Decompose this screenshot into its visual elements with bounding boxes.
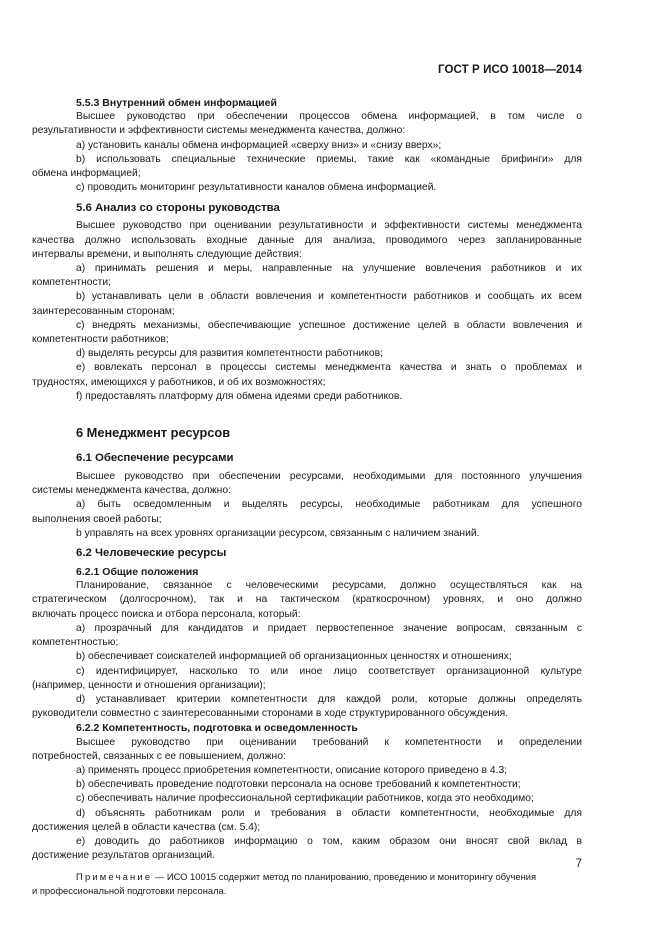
text-line: Высшее руководство при обеспечении процессов обмена информацией, в том числе о — [76, 111, 582, 123]
list-item: a) быть осведомленным и выделять ресурсы, необходимые работникам для успешного — [76, 499, 582, 511]
text-line: компетентности работников; — [32, 334, 169, 346]
text-line: достижения целей в области качества (см. 5.4); — [32, 821, 261, 833]
list-item: d) устанавливает критерии компетентности для каждой роли, которые должны определять — [76, 693, 582, 705]
text-line: руководители совместно с заинтересованными сторонами в ходе структурированного обсуждения. — [32, 708, 509, 720]
list-item: c) проводить мониторинг результативности каналов обмена информацией. — [76, 182, 437, 194]
text-line: системы менеджмента качества, должно: — [32, 485, 231, 497]
text-line: компетентностью; — [32, 637, 119, 649]
heading-6-2: 6.2 Человеческие ресурсы — [76, 547, 227, 560]
text-line: Высшее руководство при оценивании требований к компетентности и определении — [76, 736, 582, 748]
list-item: b) устанавливать цели в области вовлечения и компетентности работников и сообщать их всем — [76, 291, 582, 303]
heading-6-1: 6.1 Обеспечение ресурсами — [76, 452, 234, 465]
list-item: c) обеспечивать наличие профессиональной сертификации работников, когда это необходимо; — [76, 793, 534, 805]
page-content — [32, 96, 582, 897]
text-line: выполнения своей работы; — [32, 513, 162, 525]
heading-6: 6 Менеджмент ресурсов — [76, 425, 231, 441]
heading-5-6: 5.6 Анализ со стороны руководства — [76, 202, 280, 215]
standard-header: ГОСТ Р ИСО 10018—2014 — [437, 64, 582, 76]
list-item: a) применять процесс приобретения компетентности, описание которого приведено в 4.3; — [76, 764, 508, 776]
heading-6-2-2: 6.2.2 Компетентность, подготовка и осведомленность — [76, 722, 358, 735]
text-line: потребностей, связанных с ее повышением, должно: — [32, 750, 286, 762]
list-item: a) принимать решения и меры, направленные на улучшение вовлечения работников и их — [76, 263, 582, 275]
text-line: обмена информацией; — [32, 168, 141, 180]
text-line: результативности и эффективности системы менеджмента качества, должно: — [32, 125, 406, 137]
list-item: c) внедрять механизмы, обеспечивающие успешное достижение целей в области вовлечения и — [76, 319, 582, 331]
list-item: f) предоставлять платформу для обмена идеями среди работников. — [76, 390, 403, 402]
list-item: b) обеспечивать проведение подготовки персонала на основе требований к компетентности; — [76, 779, 521, 791]
note-label: Примечание — [76, 871, 153, 883]
note-line — [32, 870, 582, 884]
text-line: включать процесс поиска и отбора персонала, который: — [32, 608, 301, 620]
text-line: стратегическом (долгосрочном), так и на тактическом (краткосрочном) уровнях, и оно должно — [32, 594, 582, 606]
note-text: — ИСО 10015 содержит метод по планированию, проведению и мониторингу обучения — [152, 871, 537, 883]
note-line-2: и профессиональной подготовки персонала. — [32, 884, 227, 896]
text-line: компетентности; — [32, 277, 112, 289]
list-item: a) прозрачный для кандидатов и придает первостепенное значение вопросам, связанным с — [76, 622, 582, 634]
text-line: трудностях, имеющихся у работников, и об их возможностях; — [32, 376, 326, 388]
list-item: b управлять на всех уровнях организации ресурсом, связанным с наличием знаний. — [76, 527, 480, 539]
list-item: e) доводить до работников информацию о том, каким образом они вносят свой вклад в — [76, 835, 582, 847]
list-item: e) вовлекать персонал в процессы системы менеджмента качества и знать о проблемах и — [76, 362, 582, 374]
text-line: качества должно использовать входные данные для анализа, проводимого через запланированные — [32, 234, 582, 246]
text-line: интервалы времени, и выполнять следующие действия: — [32, 248, 302, 260]
list-item: d) объяснять работникам роли и требования в области компетентности, необходимые для — [76, 807, 582, 819]
text-line: заинтересованным сторонам; — [32, 305, 175, 317]
list-item: b) обеспечивает соискателей информацией об организационных ценностях и отношениях; — [76, 651, 512, 663]
heading-6-2-1: 6.2.1 Общие положения — [76, 566, 199, 579]
text-line: достижение результатов организаций. — [32, 850, 215, 862]
heading-5-5-3: 5.5.3 Внутренний обмен информацией — [76, 97, 277, 109]
list-item: c) идентифицирует, насколько то или иное лицо соответствует организационной культуре — [76, 665, 582, 677]
text-line: Высшее руководство при оценивании результативности и эффективности системы менеджмента — [76, 220, 582, 232]
text-line: Планирование, связанное с человеческими ресурсами, должно осуществляться как на — [76, 580, 582, 592]
page-number: 7 — [575, 858, 582, 870]
list-item: b) использовать специальные технические приемы, такие как «командные брифинги» для — [76, 153, 582, 165]
text-line: (например, ценности и отношения организации); — [32, 679, 266, 691]
list-item: d) выделять ресурсы для развития компетентности работников; — [76, 348, 383, 360]
list-item: a) установить каналы обмена информацией «сверху вниз» и «снизу вверх»; — [76, 139, 442, 151]
text-line: Высшее руководство при обеспечении ресурсами, необходимыми для постоянного улучшения — [76, 471, 582, 483]
